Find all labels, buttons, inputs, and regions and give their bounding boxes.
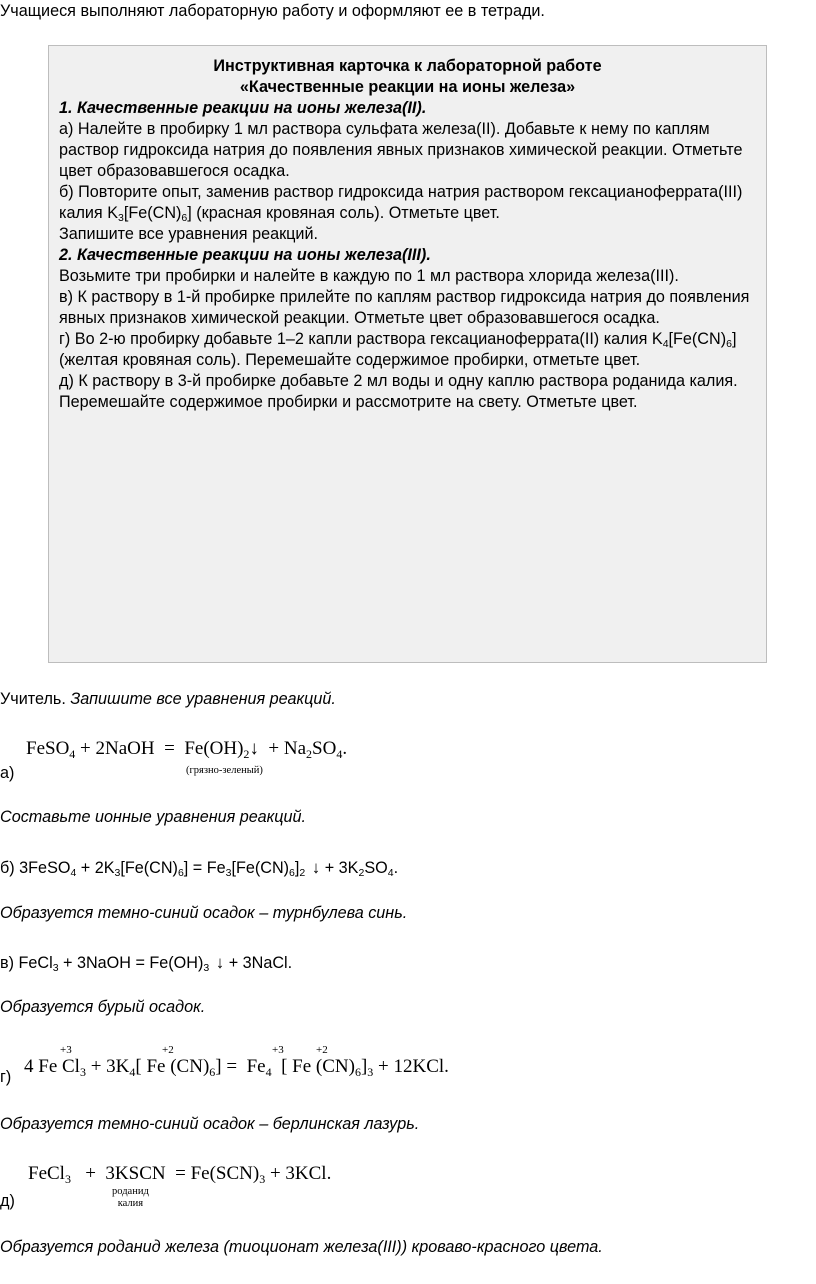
section2-intro: Возьмите три пробирки и налейте в каждую по 1 мл раствора хлорида железа(III). [59,267,679,285]
equation-a: FeSO$_4$ + 2NaOH = $Fe(OH)_2↓ + Na_2SO_4$. [26,738,348,761]
teacher-instruction: Запишите все уравнения реакций. [70,690,336,708]
answer-b-label: б) [0,859,15,877]
result-d: Образуется роданид железа (тиоционат железа(III)) кроваво-красного цвета. [0,1238,603,1256]
card-title-line1: Инструктивная карточка к лабораторной работе [213,57,602,75]
result-g: Образуется темно-синий осадок – берлинская лазурь. [0,1115,420,1133]
step-d: д) К раствору в 3-й пробирке добавьте 2 мл воды и одну каплю раствора роданида калия. Перемешайте содержимое пробирки и рассмотрите на свету. Отметьте цвет. [59,372,738,411]
answer-v-label: в) [0,954,14,972]
instruction-card [48,45,767,663]
equation-a-note: (грязно-зеленый) [186,765,263,776]
ox-state-fe-plus2-b: +2 [316,1044,328,1056]
step-g-text: г) Во 2-ю пробирку добавьте 1–2 капли раствора гексацианоферрата(II) калия K [59,330,663,348]
equation-d: FeCl$_3$ + 3KSCN = $Fe(SCN)_3 + 3KCl$. [28,1163,332,1186]
answer-d-label: д) [0,1192,15,1210]
section1-heading: 1. Качественные реакции на ионы железа(II). [59,99,427,117]
card-title-line2: «Качественные реакции на ионы железа» [239,78,576,96]
ionic-instruction: Составьте ионные уравнения реакций. [0,808,307,826]
answer-g-label: г) [0,1068,12,1086]
equation-v: в) FeCl$_3$ + 3NaOH = $Fe(OH)_3$ ↓ + 3NaCl. [0,953,293,974]
teacher-label: Учитель. [0,690,66,708]
step-v: в) К раствору в 1-й пробирке прилейте по каплям раствор гидроксида натрия до появления явных признаков химической реакции. Отметьте цвет образовавшегося осадка. [59,288,750,327]
step-g-end: (желтая кровяная соль). Перемешайте содержимое пробирки, отметьте цвет. [59,351,641,369]
card-title [59,56,756,98]
step-g: г) Во 2-ю пробирку добавьте 1–2 капли раствора гексацианоферрата(II) калия $K_4[Fe(CN)_6]$ (желтая кровяная соль). Перемешайте содержимое пробирки, отметьте цвет. [59,330,737,369]
step-b-text: б) Повторите опыт, заменив раствор гидроксида натрия раствором гексацианоферрата(III) калия K [59,183,743,222]
equation-b: б) 3FeSO$_4$ + $2K_3[Fe(CN)_6] = Fe_3[Fe(CN)_6]_2$ ↓ + $3K_2SO_4$. [0,858,399,879]
ox-state-fe-plus3-a: +3 [60,1044,72,1056]
equation-d-note [112,1186,149,1210]
equation-d-note-line2: калия [117,1198,144,1209]
answer-a-label: а) [0,764,15,782]
equation-g: 4 Fe $Cl_3 + 3K_4$[ Fe $(CN)_6] = Fe_4$ [ Fe $(CN)_6]_3 + 12KCl$. [24,1056,449,1079]
ox-state-fe-plus2-a: +2 [162,1044,174,1056]
teacher-line [0,690,336,709]
step-a: а) Налейте в пробирку 1 мл раствора сульфата железа(II). Добавьте к нему по каплям раствор гидроксида натрия до появления явных признаков химической реакции. Отметьте цвет образовавшегося осадка. [59,120,743,180]
step-b-end: (красная кровяная соль). Отметьте цвет. [196,204,500,222]
result-v: Образуется бурый осадок. [0,998,206,1016]
ox-state-fe-plus3-b: +3 [272,1044,284,1056]
result-b: Образуется темно-синий осадок – турнбулева синь. [0,904,408,922]
write-equations: Запишите все уравнения реакций. [59,225,319,243]
section2-heading: 2. Качественные реакции на ионы железа(III). [59,246,431,264]
intro-text: Учащиеся выполняют лабораторную работу и оформляют ее в тетради. [0,2,545,20]
equation-d-note-line1: роданид [112,1186,149,1197]
step-b: б) Повторите опыт, заменив раствор гидроксида натрия раствором гексацианоферрата(III) калия $K_3[Fe(CN)_6]$ (красная кровяная соль). Отметьте цвет. [59,183,743,224]
